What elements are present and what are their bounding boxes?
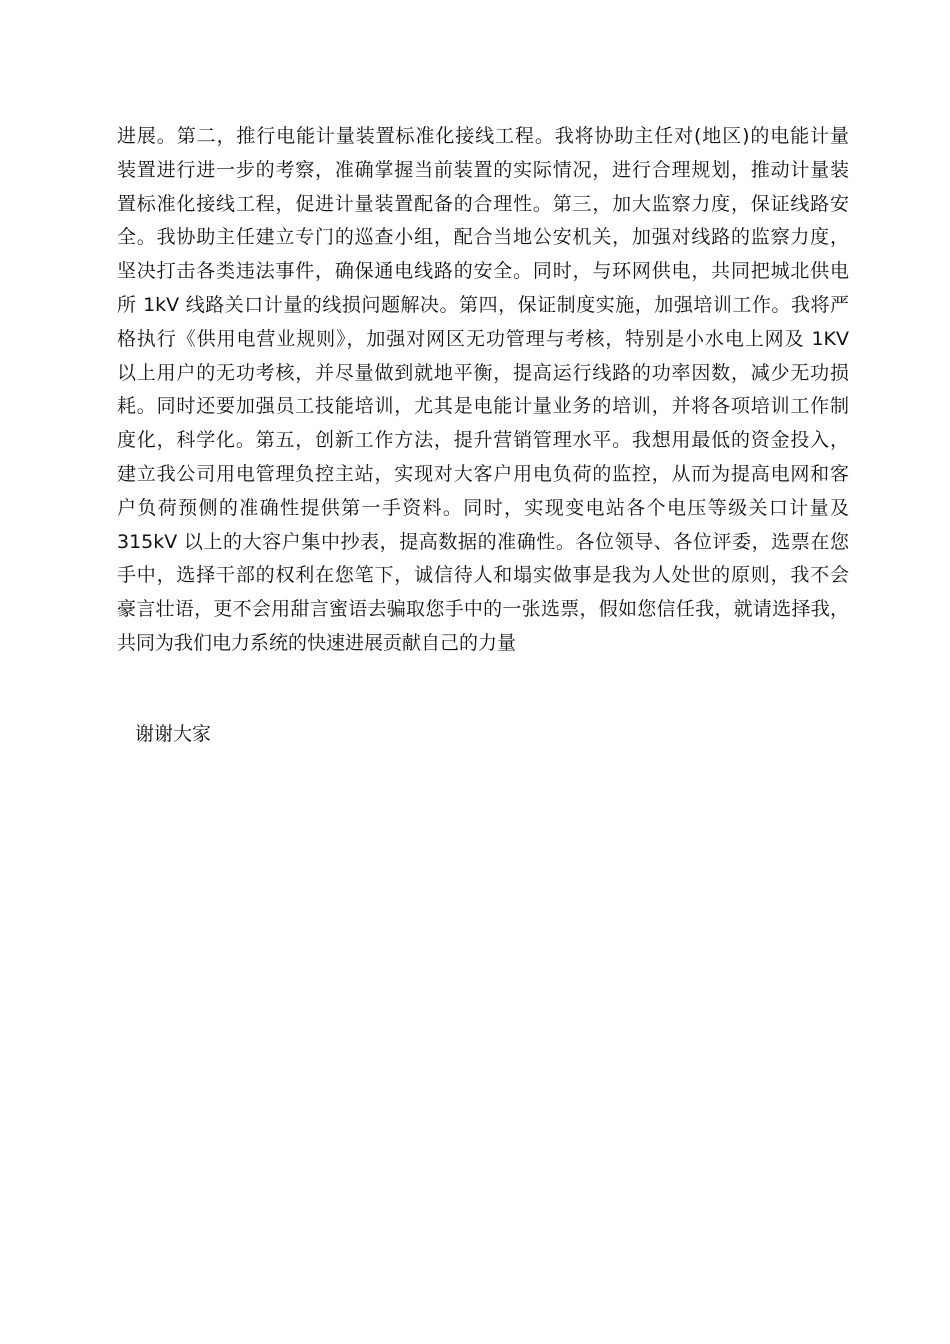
closing-line: 谢谢大家 [135, 723, 212, 745]
paragraph-line-3: 置标准化接线工程，促进计量装置配备的合理性。第三，加大监察力度，保证线路安 [117, 192, 849, 215]
paragraph-line-11: 建立我公司用电管理负控主站，实现对大客户用电负荷的监控，从而为提高电网和客 [117, 462, 849, 485]
paragraph-line-5: 坚决打击各类违法事件，确保通电线路的安全。同时，与环网供电，共同把城北供电 [117, 260, 849, 283]
paragraph-line-9: 耗。同时还要加强员工技能培训，尤其是电能计量业务的培训，并将各项培训工作制 [117, 395, 849, 418]
paragraph-line-10: 度化，科学化。第五，创新工作方法，提升营销管理水平。我想用最低的资金投入， [117, 429, 849, 452]
paragraph-line-14: 手中，选择干部的权利在您笔下，诚信待人和塌实做事是我为人处世的原则，我不会 [117, 564, 849, 587]
paragraph-line-2: 装置进行进一步的考察，准确掌握当前装置的实际情况，进行合理规划，推动计量装 [117, 158, 849, 181]
paragraph-line-6: 所 1kV 线路关口计量的线损问题解决。第四，保证制度实施，加强培训工作。我将严 [117, 293, 849, 316]
paragraph-line-12: 户负荷预侧的准确性提供第一手资料。同时，实现变电站各个电压等级关口计量及 [117, 496, 849, 519]
paragraph-line-4: 全。我协助主任建立专门的巡查小组，配合当地公安机关，加强对线路的监察力度， [117, 226, 849, 249]
paragraph-line-15: 豪言壮语，更不会用甜言蜜语去骗取您手中的一张选票，假如您信任我，就请选择我， [117, 598, 849, 621]
body-paragraph [117, 120, 849, 661]
paragraph-line-16: 共同为我们电力系统的快速进展贡献自己的力量 [117, 631, 517, 654]
paragraph-line-1: 进展。第二，推行电能计量装置标准化接线工程。我将协助主任对(地区)的电能计量 [117, 125, 849, 147]
paragraph-line-13: 315kV 以上的大容户集中抄表，提高数据的准确性。各位领导、各位评委，选票在您 [117, 530, 849, 553]
paragraph-line-7: 格执行《供用电营业规则》，加强对网区无功管理与考核，特别是小水电上网及 1KV [117, 327, 849, 350]
paragraph-line-8: 以上用户的无功考核，并尽量做到就地平衡，提高运行线路的功率因数，减少无功损 [117, 361, 849, 384]
